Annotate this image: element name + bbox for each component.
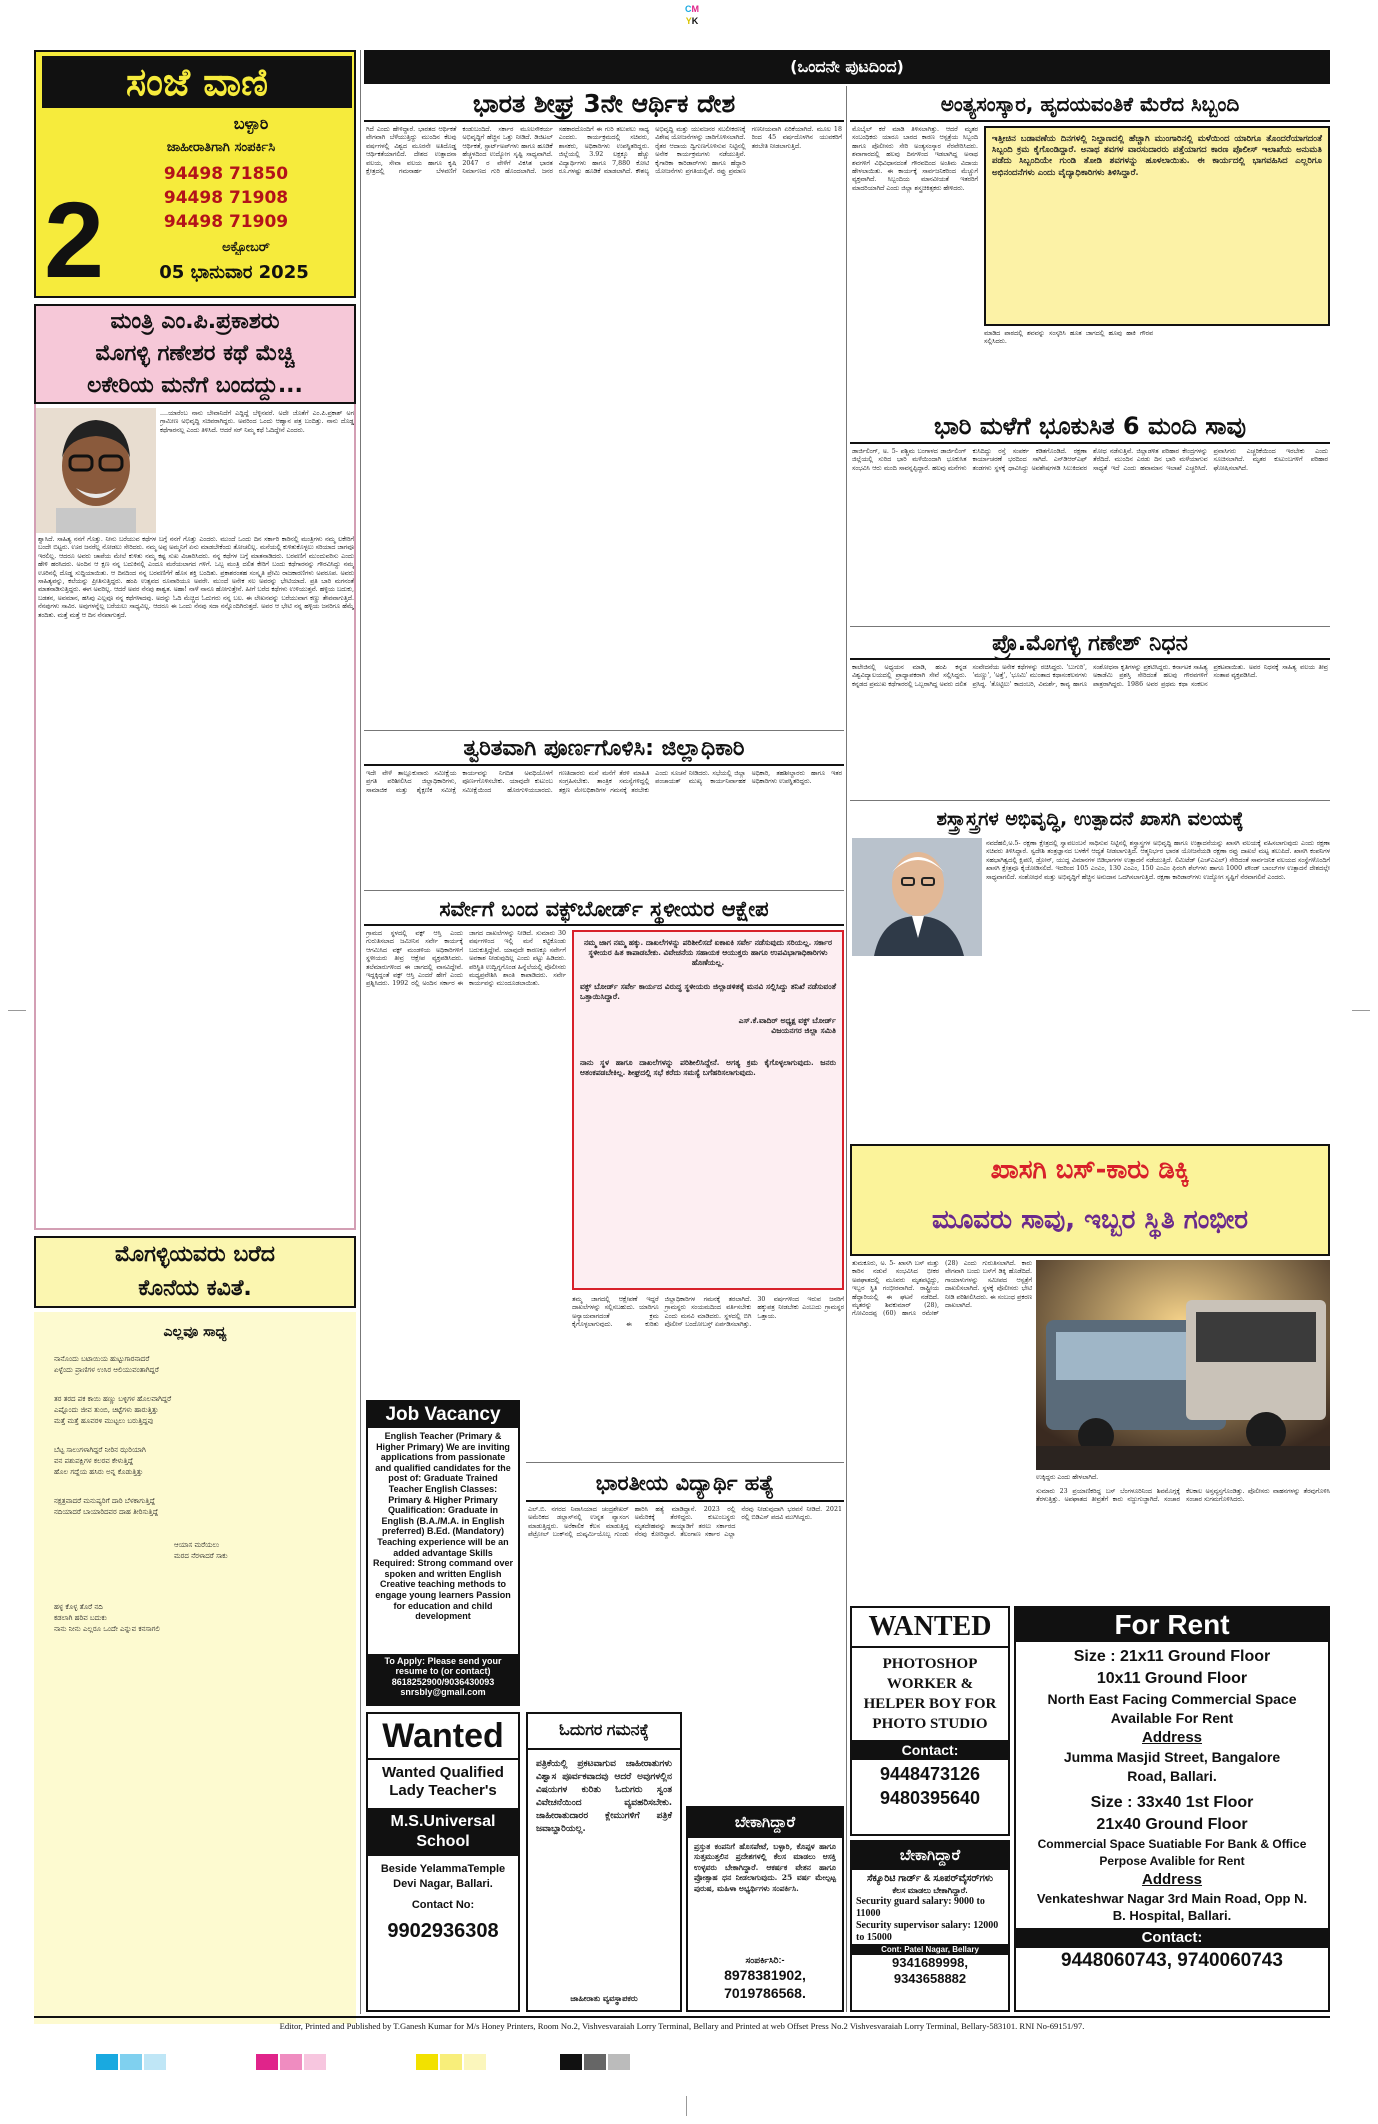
- funeral-body: ಮೊಬೈಲ್ ಕರೆ ಮಾಡಿ ತಿಳಿಸಲಾಗಿತ್ತು. ಆದರೆ ಮೃತರ ಸಂಬಂಧಿಕರು ಯಾರೂ ಬಾರದ ಕಾರಣ ಆಸ್ಪತ್ರೆಯ ಸಿಬ್ಬಂದಿ ಹಾಗೂ ಪೊಲೀಸರು ಸೇರಿ ಅಂತ್ಯಸಂಸ್ಕಾರ ನೆರವೇರಿಸಿದರು. ಶವಾಗಾರದಲ್ಲಿ ಹಲವು ದಿನಗಳಿಂದ ಇಡಲಾಗಿದ್ದ ಅನಾಥ ಶವಗಳಿಗೆ ವಿಧಿವಿಧಾನದಂತೆ ಗೌರವದಿಂದ ಅಂತಿಮ ವಿದಾಯ ಹೇಳಲಾಯಿತು. ಈ ಕಾರ್ಯಕ್ಕೆ ಸಾರ್ವಜನಿಕರಿಂದ ಮೆಚ್ಚುಗೆ ವ್ಯಕ್ತವಾಗಿದೆ. ಸಿಬ್ಬಂದಿಯ ಮಾನವೀಯತೆ ಇತರರಿಗೆ ಮಾದರಿಯಾಗಿದೆ ಎಂದು ಜಿಲ್ಲಾ ಶಸ್ತ್ರಚಿಕಿತ್ಸಕರು ಹೇಳಿದರು.: [852, 126, 978, 192]
- poem-stanza-3: ಬೆಟ್ಟ ಸಾಲುಗಳಾಗಿದ್ದರೆ ನೀರಿನ ಝರಿಯಾಗಿ ವನ ಪಶುಪಕ್ಷಿಗಳ ಕಲರವ ಕೇಳುತ್ತಿದ್ದೆ ಹೊಲ ಗದ್ದೆಯ ಹಸಿರು ಅನ್ನ ಕೊಡುತ್ತಿತ್ತು: [54, 1446, 146, 1476]
- defence-photo: [852, 838, 982, 956]
- left-story-headline-1: ಮಂತ್ರಿ ಎಂ.ಪಿ.ಪ್ರಕಾಶರು: [110, 309, 280, 334]
- collector-headline: ತ್ವರಿತವಾಗಿ ಪೂರ್ಣಗೊಳಿಸಿ: ಜಿಲ್ಲಾಧಿಕಾರಿ: [364, 730, 844, 766]
- poem-headline-1: ಮೊಗಳ್ಳಿಯವರು ಬರೆದ: [115, 1242, 275, 1267]
- funeral-headline: ಅಂತ್ಯಸಂಸ್ಕಾರ, ಹೃದಯವಂತಿಕೆ ಮೆರೆದ ಸಿಬ್ಬಂದಿ: [850, 86, 1330, 122]
- color-bar-cyan-1: [96, 2054, 118, 2070]
- masthead-city: ಬಳ್ಳಾರಿ: [233, 114, 269, 133]
- ad-job-body: English Teacher (Primary & Higher Primary) We are inviting applications from passionate and qualified candidates for the post of: Graduate Trained Teacher English Classes: Primary & Higher Primary Qualification: Graduate in English (B.A./M.A. in English preferred) B.Ed. (Mandatory) Teaching experience will be an added advantage Skills Required: Strong command over spoken and written English Creative teaching methods to engage young learners Passion for education and child development: [372, 1431, 514, 1622]
- color-bar-cyan-3: [144, 2054, 166, 2070]
- color-bar-black-1: [560, 2054, 582, 2070]
- waqf-box-1: ನಮ್ಮ ಜಾಗ ನಮ್ಮ ಹಕ್ಕು. ದಾಖಲೆಗಳನ್ನು ಪರಿಶೀಲಿಸದೆ ಏಕಾಏಕಿ ಸರ್ವೇ ನಡೆಸುವುದು ಸರಿಯಲ್ಲ. ಸರ್ಕಾರ ಸ್ಥಳೀಯರ ಹಿತ ಕಾಪಾಡಬೇಕು. ವಿವೇಚನೆಯ ಸಹಾಯಕ ಆಯುಕ್ತರು ಹಾಗೂ ಉಪವಿಭಾಗಾಧಿಕಾರಿಗಳು ಹೊಣೆಯಲ್ಲ.: [583, 938, 833, 967]
- ad-photo-phones: 9448473126 9480395640: [879, 1764, 981, 1808]
- ad-readers-title: ಓದುಗರ ಗಮನಕ್ಕೆ: [528, 1714, 680, 1750]
- ad-rent-line5: 21x40 Ground Floor: [1096, 1816, 1248, 1833]
- cmyk-m: M: [691, 4, 699, 14]
- masthead-phone-3: 94498 71909: [163, 212, 289, 232]
- poem-headline-2: ಕೊನೆಯ ಕವಿತೆ.: [138, 1276, 252, 1301]
- poem-title: ಎಲ್ಲವೂ ಸಾಧ್ಯ: [163, 1324, 227, 1340]
- poem-stanza-1: ನಾನೊಂದು ಬಟಾಯಿಯ ಹುಟ್ಟುಗಾರನಾದರೆ ಏಳ್ಳೆಂದು ಪ್ರಾಣಿಗಳ ಉಸಿರ ಆಲಿಯುವಂತಾಗಿದ್ದರೆ: [54, 1355, 159, 1374]
- ad-wanted-2-phones: 9341689998, 9343658882: [892, 1955, 968, 1986]
- ad-wanted-2-supervisor: Security supervisor salary: 12000 to 15000: [856, 1920, 999, 1943]
- ad-photo-body: PHOTOSHOP WORKER & HELPER BOY FOR PHOTO STUDIO: [863, 1656, 997, 1732]
- ad-rent-title: For Rent: [1016, 1608, 1328, 1642]
- ad-teacher-title: Wanted: [368, 1714, 518, 1760]
- defence-overflow-clip: [852, 960, 982, 1140]
- ad-rent-address-label: Address: [1141, 1729, 1203, 1746]
- accident-headline-box: [850, 1144, 1330, 1256]
- footer-imprint: Editor, Printed and Published by T.Ganesh Kumar for M/s Honey Printers, Room No.2, Vishvesvaraiah Lorry Terminal, Bellary and Printed at web Offset Press No.2 Vishvesvaraiah Lorry Terminal, Bellary-583101. RNI No-69151/97.: [34, 2016, 1330, 2034]
- left-story-headline-box: [34, 304, 356, 404]
- obit-body: ಕಾಲೇಜಿನಲ್ಲಿ ಅಧ್ಯಯನ ಮಾಡಿ, ಹಂಪಿ ಕನ್ನಡ ವಿಶ್ವವಿದ್ಯಾಲಯದಲ್ಲಿ ಪ್ರಾಧ್ಯಾಪಕರಾಗಿ ಸೇವೆ ಸಲ್ಲಿಸಿದ್ದರು. ಕನ್ನಡದ ಪ್ರಮುಖ ಕಥೆಗಾರರಲ್ಲಿ ಒಬ್ಬರಾಗಿದ್ದ ಅವರು ದಲಿತ ಸಂವೇದನೆಯ ಅನೇಕ ಕಥೆಗಳನ್ನು ರಚಿಸಿದ್ದರು. 'ಬುಗುರಿ', 'ಮಣ್ಣು', 'ಅತ್ತೆ', 'ಭೂಮಿ' ಮುಂತಾದ ಕಥಾಸಂಕಲನಗಳು ಪ್ರಸಿದ್ಧ. 'ತೊಟ್ಟಿಲು' ಕಾದಂಬರಿ, ವಿಮರ್ಶೆ, ಕಾವ್ಯ ಹಾಗೂ ಸಂಶೋಧನಾ ಕೃತಿಗಳನ್ನು ಪ್ರಕಟಿಸಿದ್ದರು. ಕರ್ನಾಟಕ ಸಾಹಿತ್ಯ ಅಕಾಡೆಮಿ ಪ್ರಶಸ್ತಿ ಸೇರಿದಂತೆ ಹಲವು ಗೌರವಗಳಿಗೆ ಪಾತ್ರರಾಗಿದ್ದರು. 1986 ಅವರ ಪ್ರಥಮ ಕಥಾ ಸಂಕಲನ ಪ್ರಕಟವಾಯಿತು. ಅವರ ನಿಧನಕ್ಕೆ ಸಾಹಿತ್ಯ ವಲಯ ತೀವ್ರ ಸಂತಾಪ ವ್ಯಕ್ತಪಡಿಸಿದೆ.: [852, 664, 1328, 688]
- ad-rent-address-label-2: Address: [1141, 1871, 1203, 1888]
- waqf-signature-1: ಎಸ್.ಕೆ.ವಾದಿರ್ ಅಧ್ಯಕ್ಷ ವಕ್ಫ್ ಬೋರ್ಡ್: [738, 1016, 836, 1025]
- page-number: 2: [43, 186, 105, 294]
- cmyk-k: K: [691, 16, 699, 24]
- ad-wanted-2-line: ಕೆಲಸ ಮಾಡಲು ಬೇಕಾಗಿದ್ದಾರೆ.: [892, 1886, 968, 1895]
- poem-stanza-5: ಆಯಾಸ ಮರೆಯಲು ಮರದ ನೆರಳಾದರೆ ಸಾಕು: [174, 1541, 228, 1560]
- waqf-signature-2: ವಿಜಯನಗರ ಜಿಲ್ಲಾ ಸಮಿತಿ: [771, 1026, 836, 1035]
- ad-wanted-1-title: ಬೇಕಾಗಿದ್ದಾರೆ: [688, 1808, 842, 1838]
- color-bar-black-2: [584, 2054, 606, 2070]
- color-bar-magenta-3: [304, 2054, 326, 2070]
- masthead-ads-label: ಜಾಹೀರಾತಿಗಾಗಿ ಸಂಪರ್ಕಿಸಿ: [166, 140, 276, 155]
- ad-rent-line1: Size : 21x11 Ground Floor: [1073, 1648, 1271, 1665]
- left-story-headline-3: ಲಕೇರಿಯ ಮನೆಗೆ ಬಂದದ್ದು...: [87, 373, 303, 398]
- poem-box: [34, 1312, 356, 2024]
- cmyk-registration-mark: [677, 2, 707, 24]
- ad-job-title: Job Vacancy: [368, 1402, 518, 1428]
- student-body: ಎಲ್.ಬಿ. ನಗರದ ನಿವಾಸಿಯಾದ ಚಂದ್ರಶೇಖರ್ ಅಮೆರಿಕದ ಡಲ್ಲಾಸ್‌ನಲ್ಲಿ ಉನ್ನತ ವ್ಯಾಸಂಗ ಮಾಡುತ್ತಿದ್ದರು. ಅರೆಕಾಲಿಕ ಕೆಲಸ ಮಾಡುತ್ತಿದ್ದ ಪೆಟ್ರೋಲ್ ಬಂಕ್‌ನಲ್ಲಿ ದುಷ್ಕರ್ಮಿಯೊಬ್ಬ ಗುಂಡು ಹಾರಿಸಿ ಹತ್ಯೆ ಮಾಡಿದ್ದಾನೆ. 2023 ರಲ್ಲಿ ಅಮೆರಿಕಕ್ಕೆ ತೆರಳಿದ್ದರು. ಕುಟುಂಬಸ್ಥರು ಮೃತದೇಹವನ್ನು ತಾಯ್ನಾಡಿಗೆ ತರಲು ಸರ್ಕಾರದ ನೆರವು ಕೋರಿದ್ದಾರೆ. ತೆಲಂಗಾಣ ಸರ್ಕಾರ ಎಲ್ಲಾ ನೆರವು ನೀಡುವುದಾಗಿ ಭರವಸೆ ನೀಡಿದೆ. 2021 ರಲ್ಲಿ ಬಿಡಿಎಸ್ ಪದವಿ ಮುಗಿಸಿದ್ದರು.: [528, 1506, 842, 1539]
- ad-photo-title: WANTED: [852, 1608, 1008, 1648]
- ad-rent-line3: North East Facing Commercial Space Available For Rent: [1047, 1691, 1297, 1726]
- ad-wanted-2-subtitle: ಸೆಕ್ಯೂರಿಟಿ ಗಾರ್ಡ್ & ಸೂಪರ್‌ವೈಸರ್‌ಗಳು: [866, 1873, 994, 1884]
- ad-readers-notice: [526, 1712, 682, 2012]
- defence-body: ನವದೆಹಲಿ,ಅ.5- ರಕ್ಷಣಾ ಕ್ಷೇತ್ರದಲ್ಲಿ ಸ್ವಾವಲಂಬನೆ ಸಾಧಿಸುವ ನಿಟ್ಟಿನಲ್ಲಿ ಶಸ್ತ್ರಾಸ್ತ್ರಗಳ ಅಭಿವೃದ್ಧಿ ಹಾಗೂ ಉತ್ಪಾದನೆಯನ್ನು ಖಾಸಗಿ ವಲಯಕ್ಕೆ ವಹಿಸಲಾಗುವುದು ಎಂದು ರಕ್ಷಣಾ ಸಚಿವರು ತಿಳಿಸಿದ್ದಾರೆ. ಸ್ವದೇಶಿ ತಂತ್ರಜ್ಞಾನದ ಬಳಕೆಗೆ ಆದ್ಯತೆ ನೀಡಲಾಗುತ್ತಿದೆ. ಆತ್ಮನಿರ್ಭರ ಭಾರತ ಯೋಜನೆಯಡಿ ರಕ್ಷಣಾ ರಫ್ತು ದಾಖಲೆ ಮಟ್ಟ ತಲುಪಿದೆ. ಖಾಸಗಿ ಕಂಪನಿಗಳ ಸಹಭಾಗಿತ್ವದಲ್ಲಿ ಕ್ಷಿಪಣಿ, ಡ್ರೋನ್, ಯುದ್ಧ ವಿಮಾನಗಳ ಬಿಡಿಭಾಗಗಳ ಉತ್ಪಾದನೆ ನಡೆಯುತ್ತಿದೆ. ಲಿಮಿಟೆಡ್ (ಎಚ್‌ಎಎಲ್) ಸೇರಿದಂತೆ ಸಾರ್ವಜನಿಕ ವಲಯದ ಸಂಸ್ಥೆಗಳೊಂದಿಗೆ ಖಾಸಗಿ ಕ್ಷೇತ್ರವೂ ಕೈಜೋಡಿಸಲಿದೆ. ಇದರಿಂದ 105 ಎಂಎಂ, 130 ಎಂಎಂ, 150 ಎಂಎಂ ಫಿರಂಗಿ ಶೆಲ್‌ಗಳು ಹಾಗೂ 1000 ಪೌಂಡ್ ಬಾಂಬ್‌ಗಳ ಉತ್ಪಾದನೆ ದೇಶದಲ್ಲೇ ಸಾಧ್ಯವಾಗಲಿದೆ. ಸಂಶೋಧನೆ ಮತ್ತು ಅಭಿವೃದ್ಧಿಗೆ ಹೆಚ್ಚಿನ ಅನುದಾನ ಒದಗಿಸಲಾಗುತ್ತಿದೆ. ರಕ್ಷಣಾ ಕಾರಿಡಾರ್‌ಗಳು ಉದ್ಯೋಗ ಸೃಷ್ಟಿಗೆ ನೆರವಾಗಲಿವೆ ಎಂದರು.: [986, 840, 1330, 881]
- cmyk-c: C: [685, 4, 692, 14]
- ad-teacher-school: M.S.Universal School: [368, 1808, 518, 1856]
- ad-photo-studio: [850, 1606, 1010, 1836]
- color-bar-yellow-3: [464, 2054, 486, 2070]
- waqf-box-3: ನಾನು ಸ್ಥಳ ಹಾಗೂ ದಾಖಲೆಗಳನ್ನು ಪರಿಶೀಲಿಸಿದ್ದೇನೆ. ಅಗತ್ಯ ಕ್ರಮ ಕೈಗೊಳ್ಳಲಾಗುವುದು. ಜನರು ಆತಂಕಪಡಬೇಕಿಲ್ಲ. ಶೀಘ್ರದಲ್ಲಿ ಸಭೆ ಕರೆದು ಸಮಸ್ಯೆ ಬಗೆಹರಿಸಲಾಗುವುದು.: [580, 1058, 836, 1077]
- ad-wanted-1: [686, 1806, 844, 2012]
- ad-rent-line2: 10x11 Ground Floor: [1096, 1670, 1248, 1687]
- rain-headline: ಭಾರಿ ಮಳೆಗೆ ಭೂಕುಸಿತ 6 ಮಂದಿ ಸಾವು: [850, 408, 1330, 444]
- column-rule-1: [360, 50, 361, 2014]
- waqf-tail: ತಮ್ಮ ಜಾಗದಲ್ಲಿ ಆಕ್ಷೇಪಣೆ ಇದ್ದರೆ ದಾಖಲೆಗಳನ್ನು ಸಲ್ಲಿಸಬಹುದು. ಯಾರಿಗೂ ಅನ್ಯಾಯವಾಗದಂತೆ ಕ್ರಮ ಕೈಗೊಳ್ಳಲಾಗುವುದು. ಈ ಕುರಿತು ಜಿಲ್ಲಾಧಿಕಾರಿಗಳ ಗಮನಕ್ಕೆ ತರಲಾಗಿದೆ. ಗ್ರಾಮಸ್ಥರು ಸಂಯಮದಿಂದ ವರ್ತಿಸಬೇಕು ಎಂದು ಮನವಿ ಮಾಡಿದರು. ಸ್ಥಳದಲ್ಲಿ ಬಿಗಿ ಪೊಲೀಸ್ ಬಂದೋಬಸ್ತ್ ಏರ್ಪಡಿಸಲಾಗಿತ್ತು. 30 ವರ್ಷಗಳಿಂದ ಇರುವ ಜನರಿಗೆ ಹಕ್ಕುಪತ್ರ ನೀಡಬೇಕು ಎಂಬುದು ಗ್ರಾಮಸ್ಥರ ಒತ್ತಾಯ.: [572, 1296, 844, 1329]
- ad-wanted-teacher: [366, 1712, 520, 2012]
- ad-rent-phones: 9448060743, 9740060743: [1061, 1950, 1283, 1971]
- color-bar-yellow-1: [416, 2054, 438, 2070]
- column-rule-2: [846, 86, 847, 2012]
- ad-wanted-2-title: ಬೇಕಾಗಿದ್ದಾರೆ: [852, 1842, 1008, 1870]
- accident-body-2: ಸುಮಾರು 23 ಪ್ರಯಾಣಿಕರಿದ್ದ ಬಸ್ ಬೆಂಗಳೂರಿನಿಂದ ಶಿವಮೊಗ್ಗಕ್ಕೆ ತೆರಳುತ್ತಿತ್ತು. ಅಪಘಾತದ ತೀವ್ರತೆಗೆ ಕಾರು ನಜ್ಜುಗುಜ್ಜಾಗಿದೆ. ಸಂಚಾರ ಕೆಲಕಾಲ ಅಸ್ತವ್ಯಸ್ತಗೊಂಡಿತ್ತು. ಪೊಲೀಸರು ವಾಹನಗಳನ್ನು ತೆರವುಗೊಳಿಸಿ ಸಂಚಾರ ಸುಗಮಗೊಳಿಸಿದರು.: [1036, 1488, 1330, 1504]
- crash-scene-image: [1036, 1260, 1330, 1470]
- crop-mark-right: [1352, 1010, 1370, 1011]
- masthead-date: 05 ಭಾನುವಾರ 2025: [159, 262, 309, 283]
- color-bar-cyan-2: [120, 2054, 142, 2070]
- ad-for-rent: [1014, 1606, 1330, 2012]
- funeral-tail: ಮಾಡಿದ ಪಾಠದಲ್ಲಿ ಶವವನ್ನು ಸಂಸ್ಕರಿಸಿ ಹೂತ ಜಾಗದಲ್ಲಿ ಹೂವು ಹಾಕಿ ಗೌರವ ಸಲ್ಲಿಸಿದರು.: [984, 330, 1153, 346]
- ad-rent-address1: Jumma Masjid Street, Bangalore Road, Ballari.: [1063, 1749, 1281, 1784]
- defence-headline: ಶಸ್ತ್ರಾಸ್ತ್ರಗಳ ಅಭಿವೃದ್ಧಿ, ಉತ್ಪಾದನೆ ಖಾಸಗಿ ವಲಯಕ್ಕೆ: [850, 800, 1330, 836]
- masthead-month: ಅಕ್ಟೋಬರ್: [222, 240, 270, 255]
- obit-headline: ಪ್ರೊ.ಮೊಗಳ್ಳಿ ಗಣೇಶ್ ನಿಧನ: [850, 626, 1330, 660]
- left-story-intro: ....ಯಾರೆಂಬ ನಾನು ಬೇವಾನಿದೆಗೆ ಎದ್ದಿದ್ದೆ ಬೆಳ್ಳಿನವರೆ. ಅದೇ ಜೊತೆಗೆ ಎಂ.ಪಿ.ಪ್ರಕಾಶ್ ಅಗ ಗ್ರಾಮೀಣ ಅಭಿವೃದ್ಧಿ ಸಚಿವರಾಗಿದ್ದರು. ಅವರಿಂದ ಒಂದು ಆಹ್ವಾನ ಪತ್ರ ಬಂದಿತ್ತು. ನಾನು ದೊಡ್ಡ ಕಥೆಗಾರನಲ್ಲ ಎಂದು ತಿಳಿಸಿದೆ. ಆದರೆ ಸರ್ ನಿಮ್ಮ ಕಥೆ ಓದಿದ್ದೇನೆ ಎಂದರು.: [160, 410, 354, 434]
- waqf-body: ಗ್ರಾಮದ ಸ್ಥಳದಲ್ಲಿ ವಕ್ಫ್ ಆಸ್ತಿ ಎಂದು ಗುರುತಿಸಲಾದ ಜಮೀನಿನ ಸರ್ವೇ ಕಾರ್ಯಕ್ಕೆ ಆಗಮಿಸಿದ ವಕ್ಫ್ ಮಂಡಳಿಯ ಅಧಿಕಾರಿಗಳಿಗೆ ಸ್ಥಳೀಯರು ತೀವ್ರ ಆಕ್ಷೇಪ ವ್ಯಕ್ತಪಡಿಸಿದರು. ತಲೆಮಾರುಗಳಿಂದ ಈ ಜಾಗದಲ್ಲಿ ವಾಸವಿದ್ದೇವೆ. ಇದ್ದಕ್ಕಿದ್ದಂತೆ ವಕ್ಫ್ ಆಸ್ತಿ ಎಂದರೆ ಹೇಗೆ ಎಂದು ಪ್ರಶ್ನಿಸಿದರು. 1992 ರಲ್ಲಿ ಅಂದಿನ ಸರ್ಕಾರ ಈ ಜಾಗದ ದಾಖಲೆಗಳನ್ನು ನೀಡಿದೆ. ಸುಮಾರು 30 ವರ್ಷಗಳಿಂದ ಇಲ್ಲಿ ಮನೆ ಕಟ್ಟಿಕೊಂಡು ಬದುಕುತ್ತಿದ್ದೇವೆ. ಯಾವುದೇ ಕಾರಣಕ್ಕೂ ಸರ್ವೇಗೆ ಅವಕಾಶ ನೀಡುವುದಿಲ್ಲ ಎಂದು ಪಟ್ಟು ಹಿಡಿದರು. ಪರಿಸ್ಥಿತಿ ಉದ್ವಿಗ್ನಗೊಂಡ ಹಿನ್ನೆಲೆಯಲ್ಲಿ ಪೊಲೀಸರು ಮಧ್ಯಪ್ರವೇಶಿಸಿ ಶಾಂತಿ ಕಾಪಾಡಿದರು. ಸರ್ವೇ ಕಾರ್ಯವನ್ನು ಮುಂದೂಡಲಾಯಿತು.: [366, 930, 566, 988]
- waqf-box: [572, 930, 844, 1290]
- masthead-phone-2: 94498 71908: [163, 188, 289, 208]
- ad-photo-contact-label: Contact:: [852, 1740, 1008, 1760]
- poem-stanza-2: ತರ ತರದ ಪಕ ಕಾಯಿ ಹಣ್ಣು ಬಳ್ಳಿಗಳ ಹೊಲವಾಗಿದ್ದರೆ ಎಷ್ಟೊಂದು ಜೀವ ತುಂಬಿ, ಚಿಟ್ಟೆಗಳು ಹಾರುತ್ತಿತ್ತು ಮತ್ತೆ ಮತ್ತೆ ಹೂವರಳಿ ಮುಟ್ಟಲು ಬರುತ್ತಿದ್ದವು: [54, 1395, 172, 1425]
- funeral-box-text: ಇತ್ತೀಚಿನ ಬಡಾವಣೆಯ ದಿನಗಳಲ್ಲಿ ನಿಲ್ದಾಣದಲ್ಲಿ ಹೆಚ್ಚಾಗಿ ಮುಂಗಾರಿನಲ್ಲಿ ಮಳೆಯಿಂದ ಯಾರಿಗೂ ತೊಂದರೆಯಾಗದಂತೆ ಸಿಬ್ಬಂದಿ ಕ್ರಮ ಕೈಗೊಂಡಿದ್ದಾರೆ. ಅನಾಥ ಶವಗಳ ವಾರಸುದಾರರು ಪತ್ತೆಯಾಗದ ಕಾರಣ ಪೊಲೀಸ್ ಇಲಾಖೆಯ ಅನುಮತಿ ಪಡೆದು ಸಿಬ್ಬಂದಿಯೇ ಗುಂಡಿ ತೋಡಿ ಶವಗಳನ್ನು ಹೂಳಲಾಯಿತು. ಈ ಕಾರ್ಯದಲ್ಲಿ ಭಾಗವಹಿಸಿದ ಎಲ್ಲರಿಗೂ ಅಭಿನಂದನೆಗಳು ಎಂದು ವೈದ್ಯಾಧಿಕಾರಿಗಳು ತಿಳಿಸಿದ್ದಾರೆ.: [992, 134, 1322, 178]
- cmyk-y: Y: [685, 16, 692, 24]
- accident-caption: ಉಕ್ಕಿದ್ದರು ಎಂದು ಹೇಳಲಾಗಿದೆ.: [1036, 1474, 1099, 1481]
- ad-job-footer: To Apply: Please send your resume to (or contact) 8618252900/9036430093 snrsbly@gmail.com: [368, 1654, 518, 1704]
- masthead: [34, 50, 356, 298]
- color-bar-magenta-2: [280, 2054, 302, 2070]
- ad-teacher-contact-label: Contact No:: [411, 1899, 475, 1911]
- masthead-title: ಸಂಜೆ ವಾಣಿ: [42, 56, 352, 108]
- color-bar-black-3: [608, 2054, 630, 2070]
- ad-readers-footer: ಜಾಹೀರಾತು ವ್ಯವಸ್ಥಾಪಕರು: [570, 1992, 638, 2003]
- student-headline: ಭಾರತೀಯ ವಿದ್ಯಾರ್ಥಿ ಹತ್ಯೆ: [526, 1462, 844, 1502]
- ad-teacher-subtitle: Wanted Qualified Lady Teacher's: [382, 1764, 504, 1799]
- ad-teacher-phone: 9902936308: [387, 1920, 499, 1942]
- color-bar-yellow-2: [440, 2054, 462, 2070]
- accident-photo: [1036, 1260, 1330, 1470]
- ad-rent-address2: Venkateshwar Nagar 3rd Main Road, Opp N. B. Hospital, Ballari.: [1036, 1891, 1308, 1923]
- waqf-box-2: ವಕ್ಫ್ ಬೋರ್ಡ್ ಸರ್ವೇ ಕಾರ್ಯದ ವಿರುದ್ಧ ಸ್ಥಳೀಯರು ಜಿಲ್ಲಾಡಳಿತಕ್ಕೆ ಮನವಿ ಸಲ್ಲಿಸಿದ್ದು ತನಿಖೆ ನಡೆಸುವಂತೆ ಒತ್ತಾಯಿಸಿದ್ದಾರೆ.: [580, 982, 836, 1001]
- ad-teacher-address: Beside YelammaTemple Devi Nagar, Ballari.: [380, 1863, 506, 1890]
- masthead-phone-1: 94498 71850: [163, 164, 289, 184]
- rain-body: ಡಾರ್ಜಿಲಿಂಗ್, ಅ. 5- ಪಶ್ಚಿಮ ಬಂಗಾಳದ ಡಾರ್ಜಿಲಿಂಗ್ ಜಿಲ್ಲೆಯಲ್ಲಿ ಸುರಿದ ಭಾರಿ ಮಳೆಯಿಂದಾಗಿ ಭೂಕುಸಿತ ಸಂಭವಿಸಿ ಆರು ಮಂದಿ ಸಾವನ್ನಪ್ಪಿದ್ದಾರೆ. ಹಲವು ಮನೆಗಳು ಕುಸಿದಿದ್ದು ರಸ್ತೆ ಸಂಪರ್ಕ ಕಡಿತಗೊಂಡಿದೆ. ರಕ್ಷಣಾ ಕಾರ್ಯಾಚರಣೆ ಭರದಿಂದ ಸಾಗಿದೆ. ಎನ್‌ಡಿಆರ್‌ಎಫ್ ತಂಡಗಳು ಸ್ಥಳಕ್ಕೆ ಧಾವಿಸಿದ್ದು ಅವಶೇಷಗಳಡಿ ಸಿಲುಕಿದವರ ಶೋಧ ನಡೆಸುತ್ತಿವೆ. ಜಿಲ್ಲಾಡಳಿತ ಪರಿಹಾರ ಕೇಂದ್ರಗಳನ್ನು ತೆರೆದಿದೆ. ಮುಂದಿನ ಎರಡು ದಿನ ಭಾರಿ ಮಳೆಯಾಗುವ ಸಾಧ್ಯತೆ ಇದೆ ಎಂದು ಹವಾಮಾನ ಇಲಾಖೆ ಎಚ್ಚರಿಸಿದೆ. ಪ್ರವಾಸಿಗರು ಎಚ್ಚರಿಕೆಯಿಂದ ಇರಬೇಕು ಎಂದು ಸೂಚಿಸಲಾಗಿದೆ. ಮೃತರ ಕುಟುಂಬಗಳಿಗೆ ಪರಿಹಾರ ಘೋಷಿಸಲಾಗಿದೆ.: [852, 448, 1328, 472]
- color-bar-magenta-1: [256, 2054, 278, 2070]
- ad-wanted-2-guard: Security guard salary: 9000 to 11000: [856, 1896, 985, 1919]
- ad-readers-body: ಪತ್ರಿಕೆಯಲ್ಲಿ ಪ್ರಕಟವಾಗುವ ಜಾಹೀರಾತುಗಳು ವಿಶ್ವಾಸ ಪೂರ್ವಕವಾದವು ಆದರೆ ಅವುಗಳಲ್ಲಿನ ವಿಷಯಗಳ ಕುರಿತು ಓದುಗರು ಸ್ವಂತ ವಿವೇಚನೆಯಿಂದ ವ್ಯವಹರಿಸಬೇಕು. ಜಾಹೀರಾತುದಾರರ ಕ್ಲೇಮುಗಳಿಗೆ ಪತ್ರಿಕೆ ಜವಾಬ್ದಾರಿಯಲ್ಲ.: [536, 1759, 672, 1834]
- collector-body: ಇದೇ ವೇಳೆ ತಾಲ್ಲೂಕುವಾರು ಸಮೀಕ್ಷೆಯ ಪ್ರಗತಿ ಪರಿಶೀಲಿಸಿದ ಜಿಲ್ಲಾಧಿಕಾರಿಗಳು, ಸಾಮಾಜಿಕ ಮತ್ತು ಶೈಕ್ಷಣಿಕ ಸಮೀಕ್ಷೆ ಕಾರ್ಯವನ್ನು ನಿಗದಿತ ಅವಧಿಯೊಳಗೆ ಪೂರ್ಣಗೊಳಿಸಬೇಕು. ಯಾವುದೇ ಕುಟುಂಬ ಸಮೀಕ್ಷೆಯಿಂದ ಹೊರಗುಳಿಯಬಾರದು. ಗಣತಿದಾರರು ಮನೆ ಮನೆಗೆ ತೆರಳಿ ಮಾಹಿತಿ ಸಂಗ್ರಹಿಸಬೇಕು. ತಾಂತ್ರಿಕ ಸಮಸ್ಯೆಗಳಿದ್ದಲ್ಲಿ ತಕ್ಷಣ ಮೇಲಧಿಕಾರಿಗಳ ಗಮನಕ್ಕೆ ತರಬೇಕು ಎಂದು ಸೂಚನೆ ನೀಡಿದರು. ಸಭೆಯಲ್ಲಿ ಜಿಲ್ಲಾ ಪಂಚಾಯತ್ ಮುಖ್ಯ ಕಾರ್ಯನಿರ್ವಾಹಕ ಅಧಿಕಾರಿ, ತಹಶೀಲ್ದಾರರು ಹಾಗೂ ಇತರ ಅಧಿಕಾರಿಗಳು ಉಪಸ್ಥಿತರಿದ್ದರು.: [366, 770, 842, 794]
- economy-headline: ಭಾರತ ಶೀಘ್ರ 3ನೇ ಆರ್ಥಿಕ ದೇಶ: [364, 86, 844, 122]
- ad-wanted-2: [850, 1840, 1010, 2012]
- crop-mark-left: [8, 1010, 26, 1011]
- ad-wanted-1-phones: 8978381902, 7019786568.: [724, 1967, 806, 2001]
- ad-wanted-1-contact-label: ಸಂಪರ್ಕಿಸಿರಿ:-: [745, 1955, 785, 1965]
- ad-rent-line4: Size : 33x40 1st Floor: [1090, 1794, 1254, 1811]
- left-story-border: [34, 404, 356, 1230]
- left-story-headline-2: ಮೊಗಳ್ಳಿ ಗಣೇಶರ ಕಥೆ ಮೆಚ್ಚಿ: [95, 341, 295, 366]
- accident-headline-2: ಮೂವರು ಸಾವು, ಇಬ್ಬರ ಸ್ಥಿತಿ ಗಂಭೀರ: [931, 1205, 1249, 1235]
- ad-job-vacancy: [366, 1400, 520, 1706]
- waqf-headline: ಸರ್ವೇಗೆ ಬಂದ ವಕ್ಫ್‌ಬೋರ್ಡ್ ಸ್ಥಳೀಯರ ಆಕ್ಷೇಪ: [364, 890, 844, 926]
- ad-wanted-2-cont: Cont: Patel Nagar, Bellary: [852, 1944, 1008, 1955]
- poem-stanza-4: ನಕ್ಷತ್ರವಾದರೆ ಮನುಷ್ಯರಿಗೆ ದಾರಿ ಬೆಳಕಾಗುತ್ತಿದ್ದೆ ನದಿಯಾದರೆ ಬಾಯಾರಿದವರ ದಾಹ ತೀರಿಸುತ್ತಿದ್ದೆ: [54, 1497, 159, 1516]
- economy-body: ಗಿದೆ ಎಂದು ಹೇಳಿದ್ದಾರೆ. ಭಾರತದ ಆರ್ಥಿಕತೆ ವೇಗವಾಗಿ ಬೆಳೆಯುತ್ತಿದ್ದು ಮುಂದಿನ ಕೆಲವು ವರ್ಷಗಳಲ್ಲಿ ವಿಶ್ವದ ಮೂರನೇ ಅತಿದೊಡ್ಡ ಆರ್ಥಿಕತೆಯಾಗಲಿದೆ. ದೇಶದ ಉತ್ಪಾದನಾ ವಲಯ, ಸೇವಾ ವಲಯ ಹಾಗೂ ಕೃಷಿ ಕ್ಷೇತ್ರದಲ್ಲಿ ಗಮನಾರ್ಹ ಬೆಳವಣಿಗೆ ಕಂಡುಬಂದಿದೆ. ಸರ್ಕಾರ ಮೂಲಸೌಕರ್ಯ ಅಭಿವೃದ್ಧಿಗೆ ಹೆಚ್ಚಿನ ಒತ್ತು ನೀಡಿದೆ. ಡಿಜಿಟಲ್ ಆರ್ಥಿಕತೆ, ಸ್ಟಾರ್ಟ್‌ಅಪ್‌ಗಳು ಹಾಗೂ ಹೂಡಿಕೆ ಹೆಚ್ಚಳದಿಂದ ಉದ್ಯೋಗ ಸೃಷ್ಟಿ ಸಾಧ್ಯವಾಗಿದೆ. 2047 ರ ವೇಳೆಗೆ ವಿಕಸಿತ ಭಾರತ ನಿರ್ಮಾಣದ ಗುರಿ ಹೊಂದಲಾಗಿದೆ. ಜನರ ಸಹಕಾರದೊಂದಿಗೆ ಈ ಗುರಿ ತಲುಪಲು ಸಾಧ್ಯ ಎಂದರು. ಕಾರ್ಯಕ್ರಮದಲ್ಲಿ ಸಚಿವರು, ಶಾಸಕರು, ಅಧಿಕಾರಿಗಳು ಉಪಸ್ಥಿತರಿದ್ದರು. ಜಿಲ್ಲೆಯಲ್ಲಿ 3.92 ಲಕ್ಷಕ್ಕೂ ಹೆಚ್ಚು ವಿದ್ಯಾರ್ಥಿಗಳು ಹಾಗೂ 7,880 ಕೋಟಿ ರೂ.ಗಳಷ್ಟು ಹೂಡಿಕೆ ಮಾಡಲಾಗಿದೆ. ಕೌಶಲ್ಯ ಅಭಿವೃದ್ಧಿ ಮತ್ತು ಯುವಜನರ ಸಬಲೀಕರಣಕ್ಕೆ ವಿಶೇಷ ಯೋಜನೆಗಳನ್ನು ಜಾರಿಗೊಳಿಸಲಾಗಿದೆ. ರೈತರ ಆದಾಯ ದ್ವಿಗುಣಗೊಳಿಸುವ ನಿಟ್ಟಿನಲ್ಲಿ ಅನೇಕ ಕಾರ್ಯಕ್ರಮಗಳು ನಡೆಯುತ್ತಿವೆ. ಕೈಗಾರಿಕಾ ಕಾರಿಡಾರ್‌ಗಳು ಹಾಗೂ ಹೆದ್ದಾರಿ ಯೋಜನೆಗಳು ಪ್ರಗತಿಯಲ್ಲಿವೆ. ರಫ್ತು ಪ್ರಮಾಣ ಗಣನೀಯವಾಗಿ ಏರಿಕೆಯಾಗಿದೆ. ಮೂಲ 18 ರಿಂದ 45 ವರ್ಷದೊಳಗಿನ ಯುವಕರಿಗೆ ತರಬೇತಿ ನೀಡಲಾಗುತ್ತಿದೆ.: [366, 126, 842, 176]
- minister-portrait: [852, 838, 982, 956]
- poem-stanza-6: ಹಳ್ಳ ಕೊಳ್ಳ ತೊರೆ ನದಿ ಕಡಲಾಗಿ ಹರಿವ ಬದುಕು ನಾನು ನೀನು ಎಲ್ಲರೂ ಒಂದೇ ಎನ್ನುವ ಕನಸಾಗಲಿ: [54, 1603, 160, 1633]
- continued-banner: (ಒಂದನೇ ಪುಟದಿಂದ): [364, 50, 1330, 84]
- left-story-body: ಶ್ವಾಸಿದೆ. ಸಾಹಿತ್ಯ ನನಗೆ ಗೊತ್ತು. ನೀನು ಬರೆಯುವ ಕಥೆಗಳ ಬಗ್ಗೆ ನನಗೆ ಗೊತ್ತು ಎಂದರು. ಮುಂದೆ ಒಂದು ದಿನ ಸರ್ಕಾರಿ ಕಾರಿನಲ್ಲಿ ಮಂತ್ರಿಗಳು ನಮ್ಮ ಲಕೇರಿಗೆ ಬಂದೇ ಬಿಟ್ಟರು. ಊರ ಜನರೆಲ್ಲ ನೋಡಲು ಸೇರಿದರು. ನಮ್ಮ ಅಪ್ಪ ಅಮ್ಮನಿಗೆ ಏನು ಮಾಡಬೇಕೆಂದು ತೋಚಲಿಲ್ಲ. ಮನೆಯಲ್ಲಿ ಕುಳಿತುಕೊಳ್ಳಲು ಸರಿಯಾದ ಜಾಗವೂ ಇರಲಿಲ್ಲ. ಆದರೂ ಅವರು ಚಾಪೆಯ ಮೇಲೆ ಕುಳಿತು ನಮ್ಮ ಕಷ್ಟ ಸುಖ ವಿಚಾರಿಸಿದರು. ನನ್ನ ಕಥೆಗಳ ಬಗ್ಗೆ ಮಾತನಾಡಿದರು. ಬರವಣಿಗೆ ಮುಂದುವರಿಸು ಎಂದು ಹೇಳಿ ಹರಸಿದರು. ಅಂದಿನ ಆ ಕ್ಷಣ ನನ್ನ ಬದುಕಿನಲ್ಲಿ ಎಂದೂ ಮರೆಯಲಾಗದ ಗಳಿಗೆ. ಒಬ್ಬ ಮಂತ್ರಿ ದಲಿತ ಕೇರಿಗೆ ಬಂದು ಕಥೆಗಾರನನ್ನು ಗೌರವಿಸಿದ್ದು ನಮ್ಮ ಊರಿನಲ್ಲಿ ದೊಡ್ಡ ಸುದ್ದಿಯಾಯಿತು. ಆ ದಿನದಿಂದ ನನ್ನ ಬರವಣಿಗೆಗೆ ಹೊಸ ಶಕ್ತಿ ಬಂದಿತು. ಪ್ರಕಾಶರಂತಹ ಸಂಸ್ಕೃತಿ ಪ್ರೇಮಿ ರಾಜಕಾರಣಿಗಳು ಅಪರೂಪ. ಅವರು ಸಾಹಿತ್ಯವನ್ನು, ಕಲೆಯನ್ನು ಪ್ರೀತಿಸುತ್ತಿದ್ದರು. ಹಂಪಿ ಉತ್ಸವದ ರೂವಾರಿಯೂ ಅವರೇ. ಮುಂದೆ ಅನೇಕ ಸಲ ಅವರನ್ನು ಭೇಟಿಯಾದೆ. ಪ್ರತಿ ಬಾರಿ ಮಗನಂತೆ ಮಾತನಾಡಿಸುತ್ತಿದ್ದರು. ಈಗ ಅವರಿಲ್ಲ. ಆದರೆ ಅವರ ನೆನಪು ಶಾಶ್ವತ. ಅಹಾ! ನಾಳೆ ನಾನೂ ಹೋಗುತ್ತೇನೆ. ಹೀಗೆ ಬರೆದ ಕಥೆಗಳು ಉಳಿಯುತ್ತವೆ. ಹಳ್ಳಿಯ ಬದುಕು, ಬಡತನ, ಅವಮಾನ, ಹಸಿವು ಎಲ್ಲವೂ ನನ್ನ ಕಥೆಗಳಾದವು. ಅದನ್ನು ಓದಿ ಮೆಚ್ಚಿದ ಓದುಗರು ನನ್ನ ಬಲ. ಈ ಲೇಖನವನ್ನು ಬರೆಯುವಾಗ ಕಣ್ಣು ತೇವವಾಗುತ್ತಿದೆ. ನೆನಪುಗಳು ಸಾವಿರ. ಅವುಗಳನ್ನೆಲ್ಲ ಬರೆಯಲು ಸಾಧ್ಯವಿಲ್ಲ. ಆದರೂ ಈ ಒಂದು ನೆನಪು ಸದಾ ನನ್ನೊಂದಿಗಿರುತ್ತದೆ. ಅವರ ಆ ಭೇಟಿ ನನ್ನ ಹಳ್ಳಿಯ ಜನರಿಗೂ ಹೆಮ್ಮೆ ತಂದಿತು. ಮತ್ತೆ ಮತ್ತೆ ಆ ದಿನ ನೆನಪಾಗುತ್ತದೆ.: [38, 536, 354, 619]
- crop-mark-bottom: [686, 2096, 687, 2116]
- ad-rent-line6: Commercial Space Suatiable For Bank & Office Perpose Avalible for Rent: [1037, 1837, 1307, 1868]
- poem-headline-box: [34, 1236, 356, 1308]
- ad-wanted-1-body: ಪ್ರಸ್ತುತ ಕಂಪನಿಗೆ ಹೊಸಪೇಟೆ, ಬಳ್ಳಾರಿ, ಕೊಪ್ಪಳ ಹಾಗೂ ಸುತ್ತಮುತ್ತಲಿನ ಪ್ರದೇಶಗಳಲ್ಲಿ ಕೆಲಸ ಮಾಡಲು ಆಸಕ್ತಿ ಉಳ್ಳವರು ಬೇಕಾಗಿದ್ದಾರೆ. ಆಕರ್ಷಕ ವೇತನ ಹಾಗೂ ಪ್ರೋತ್ಸಾಹ ಧನ ನೀಡಲಾಗುವುದು. 25 ವರ್ಷ ಮೇಲ್ಪಟ್ಟ ಪುರುಷ, ಮಹಿಳಾ ಅಭ್ಯರ್ಥಿಗಳು ಸಂಪರ್ಕಿಸಿ.: [694, 1842, 836, 1893]
- accident-headline-1: ಖಾಸಗಿ ಬಸ್-ಕಾರು ಡಿಕ್ಕಿ: [990, 1155, 1190, 1185]
- ad-rent-contact-label: Contact:: [1016, 1928, 1328, 1948]
- funeral-box: [984, 126, 1330, 326]
- accident-body: ತುಮಕೂರು, ಅ. 5- ಖಾಸಗಿ ಬಸ್ ಮತ್ತು ಕಾರಿನ ನಡುವೆ ಸಂಭವಿಸಿದ ಭೀಕರ ಅಪಘಾತದಲ್ಲಿ ಮೂವರು ಮೃತಪಟ್ಟಿದ್ದು, ಇಬ್ಬರ ಸ್ಥಿತಿ ಗಂಭೀರವಾಗಿದೆ. ರಾಷ್ಟ್ರೀಯ ಹೆದ್ದಾರಿಯಲ್ಲಿ ಈ ಘಟನೆ ನಡೆದಿದೆ. ಮೃತರನ್ನು ಶಿವಕುಮಾರ್ (28), ಗೋವಿಂದಪ್ಪ (60) ಹಾಗೂ ರಮೇಶ್ (28) ಎಂದು ಗುರುತಿಸಲಾಗಿದೆ. ಕಾರು ವೇಗವಾಗಿ ಬಂದು ಬಸ್‌ಗೆ ಡಿಕ್ಕಿ ಹೊಡೆದಿದೆ. ಗಾಯಾಳುಗಳನ್ನು ಸಮೀಪದ ಆಸ್ಪತ್ರೆಗೆ ದಾಖಲಿಸಲಾಗಿದೆ. ಸ್ಥಳಕ್ಕೆ ಪೊಲೀಸರು ಭೇಟಿ ನೀಡಿ ಪರಿಶೀಲಿಸಿದರು. ಈ ಸಂಬಂಧ ಪ್ರಕರಣ ದಾಖಲಾಗಿದೆ.: [852, 1260, 1032, 1318]
